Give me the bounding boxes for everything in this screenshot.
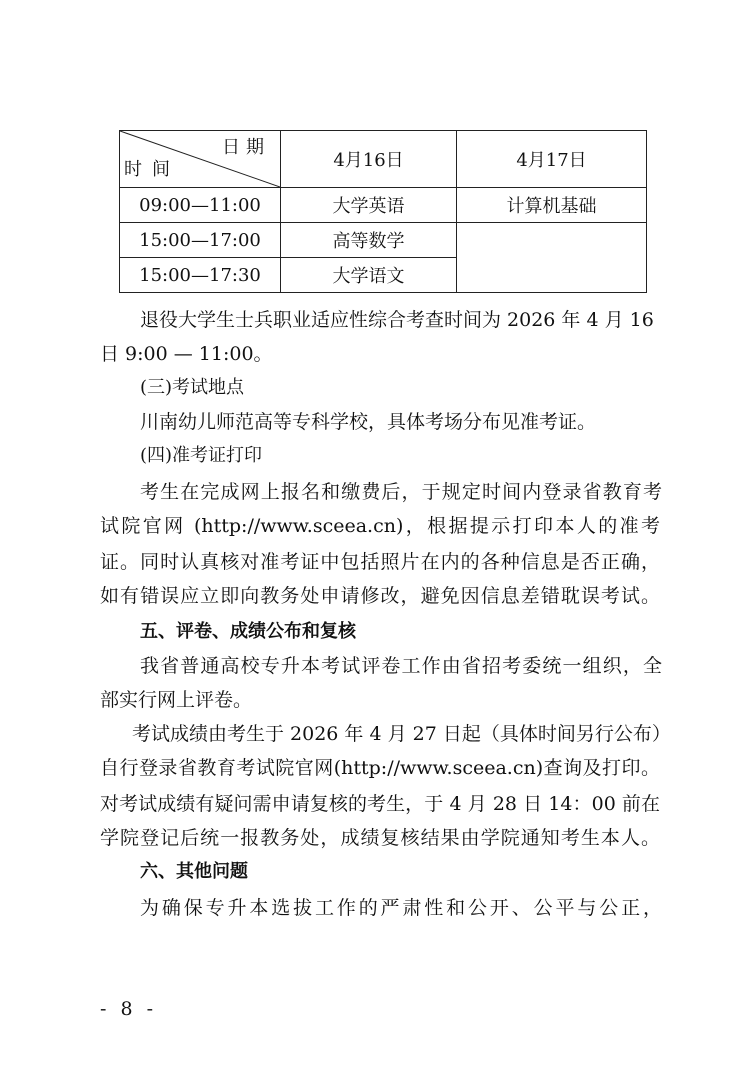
paragraph-line: 为确保专升本选拔工作的严肃性和公开、公平与公正， [140, 897, 662, 919]
paragraph-line: 考生在完成网上报名和缴费后，于规定时间内登录省教育考 [140, 481, 662, 503]
subject-cell: 大学语文 [281, 258, 457, 293]
header-date-1: 4月16日 [281, 131, 457, 188]
time-cell: 15:00—17:30 [120, 258, 281, 293]
date-label: 日期 [222, 137, 270, 158]
section-3-title: (三)考试地点 [140, 377, 245, 398]
table-row [120, 188, 647, 223]
paragraph-line: 自行登录省教育考试院官网(http://www.sceea.cn)查询及打印。 [100, 757, 660, 779]
paragraph-line: 考试成绩由考生于 2026 年 4 月 27 日起（具体时间另行公布） [132, 723, 671, 745]
table-header-row [120, 131, 647, 188]
section-5-title: 五、评卷、成绩公布和复核 [140, 621, 356, 642]
paragraph-line: 退役大学生士兵职业适应性综合考查时间为 2026 年 4 月 16 [140, 309, 654, 331]
subject-cell: 高等数学 [281, 223, 457, 258]
paragraph-line: 日 9:00 — 11:00。 [100, 343, 273, 365]
time-cell: 15:00—17:00 [120, 223, 281, 258]
subject-cell: 大学英语 [281, 188, 457, 223]
subject-cell: 计算机基础 [457, 188, 647, 223]
time-cell: 09:00—11:00 [120, 188, 281, 223]
header-date-2: 4月17日 [457, 131, 647, 188]
paragraph-line: 川南幼儿师范高等专科学校，具体考场分布见准考证。 [140, 411, 597, 433]
paragraph-line: 如有错误应立即向教务处申请修改，避免因信息差错耽误考试。 [100, 585, 660, 607]
paragraph-line: 试院官网 (http://www.sceea.cn)，根据提示打印本人的准考 [100, 515, 660, 537]
paragraph-line: 部实行网上评卷。 [100, 689, 253, 711]
time-label: 时间 [124, 159, 180, 180]
empty-merged-cell [457, 223, 647, 293]
page-number: - 8 - [100, 998, 158, 1020]
section-4-title: (四)准考证打印 [140, 445, 263, 466]
table-row [120, 223, 647, 258]
paragraph-line: 证。同时认真核对准考证中包括照片在内的各种信息是否正确， [100, 551, 660, 573]
section-6-title: 六、其他问题 [140, 861, 248, 882]
paragraph-line: 对考试成绩有疑问需申请复核的考生，于 4 月 28 日 14：00 前在 [100, 793, 660, 815]
paragraph-line: 我省普通高校专升本考试评卷工作由省招考委统一组织，全 [140, 655, 662, 677]
exam-schedule-table [119, 130, 647, 293]
diagonal-header-cell [120, 131, 281, 188]
paragraph-line: 学院登记后统一报教务处，成绩复核结果由学院通知考生本人。 [100, 827, 660, 849]
